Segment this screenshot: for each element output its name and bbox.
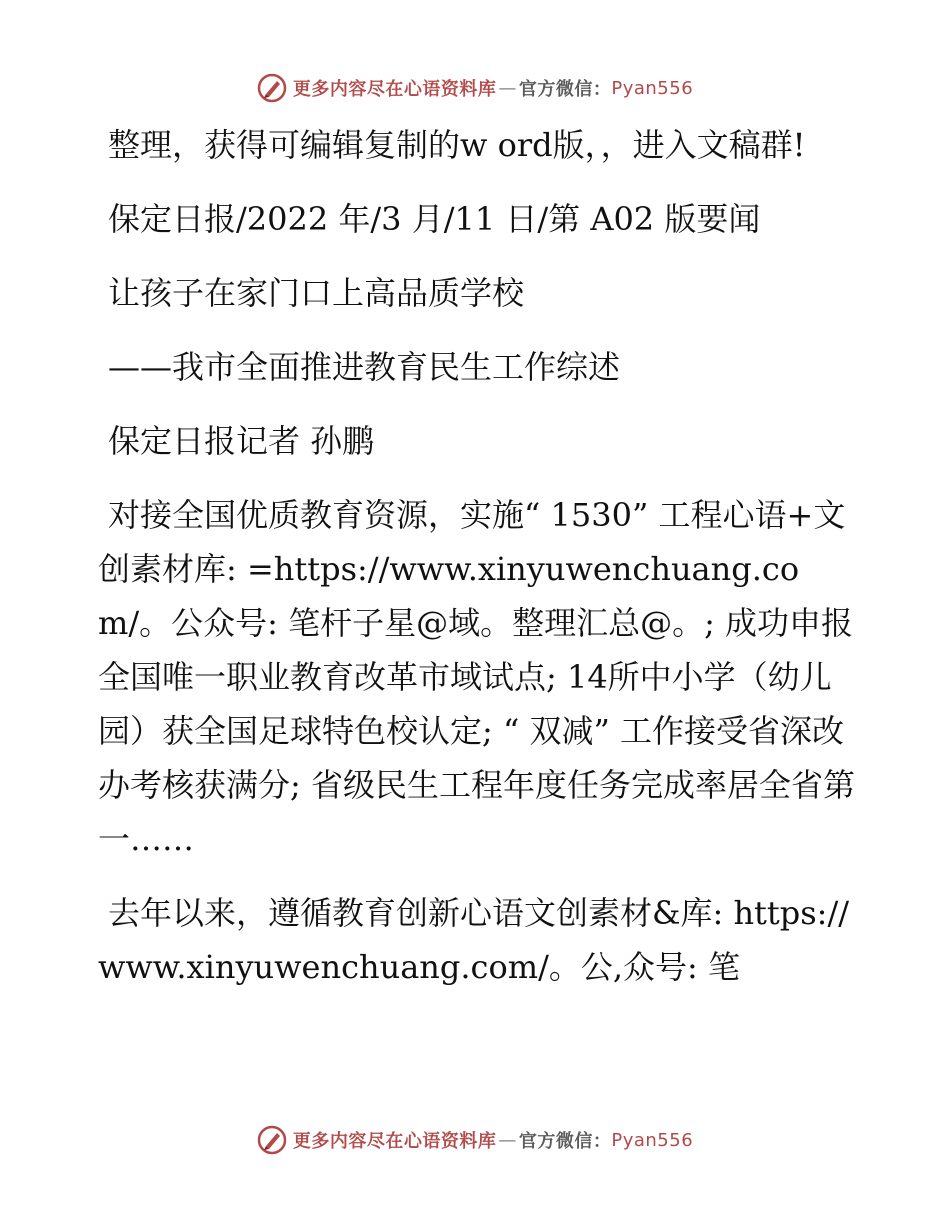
watermark-text: 更多内容尽在心语资料库 — [292, 1131, 497, 1152]
document-body — [98, 118, 858, 1014]
paragraph-source: 保定日报/2022 年/3 月/11 日/第 A02 版要闻 — [108, 200, 761, 238]
footer-watermark — [0, 1125, 950, 1155]
pen-logo-icon — [257, 1125, 287, 1155]
header-watermark — [0, 73, 950, 103]
article-title: 让孩子在家门口上高品质学校 — [108, 274, 525, 312]
paragraph-body-2: 去年以来，遵循教育创新心语文创素材&库: https://www.xinyuwenchuang.com/。公,众号: 笔 — [98, 894, 850, 986]
paragraph-intro: 整理，获得可编辑复制的w ord版，，进入文稿群! — [108, 126, 806, 164]
article-byline: 保定日报记者 孙鹏 — [108, 422, 375, 460]
watermark-separator: — — [498, 1129, 517, 1151]
watermark-text: 更多内容尽在心语资料库 — [292, 79, 497, 100]
pen-logo-icon — [257, 73, 287, 103]
paragraph-body-1: 对接全国优质教育资源，实施“ 1530” 工程心语+文创素材库: =https://www.xinyuwenchuang.com/。公众号: 笔杆子星@域。整理汇总@。; 成功申报全国唯一职业教育改革市域试点; 14所中小学（幼儿园）获全国足球特色校认定; “ 双减” 工作接受省深改办考核获满分; 省级民生工程年度任务完成率居全省第一…… — [98, 496, 855, 858]
watermark-separator: — — [498, 77, 517, 99]
watermark-official-label: 官方微信： — [518, 79, 612, 100]
article-subtitle: ——我市全面推进教育民生工作综述 — [108, 348, 621, 386]
watermark-wechat-id: Pyan556 — [611, 77, 694, 99]
watermark-official-label: 官方微信： — [518, 1131, 612, 1152]
watermark-wechat-id: Pyan556 — [611, 1129, 694, 1151]
